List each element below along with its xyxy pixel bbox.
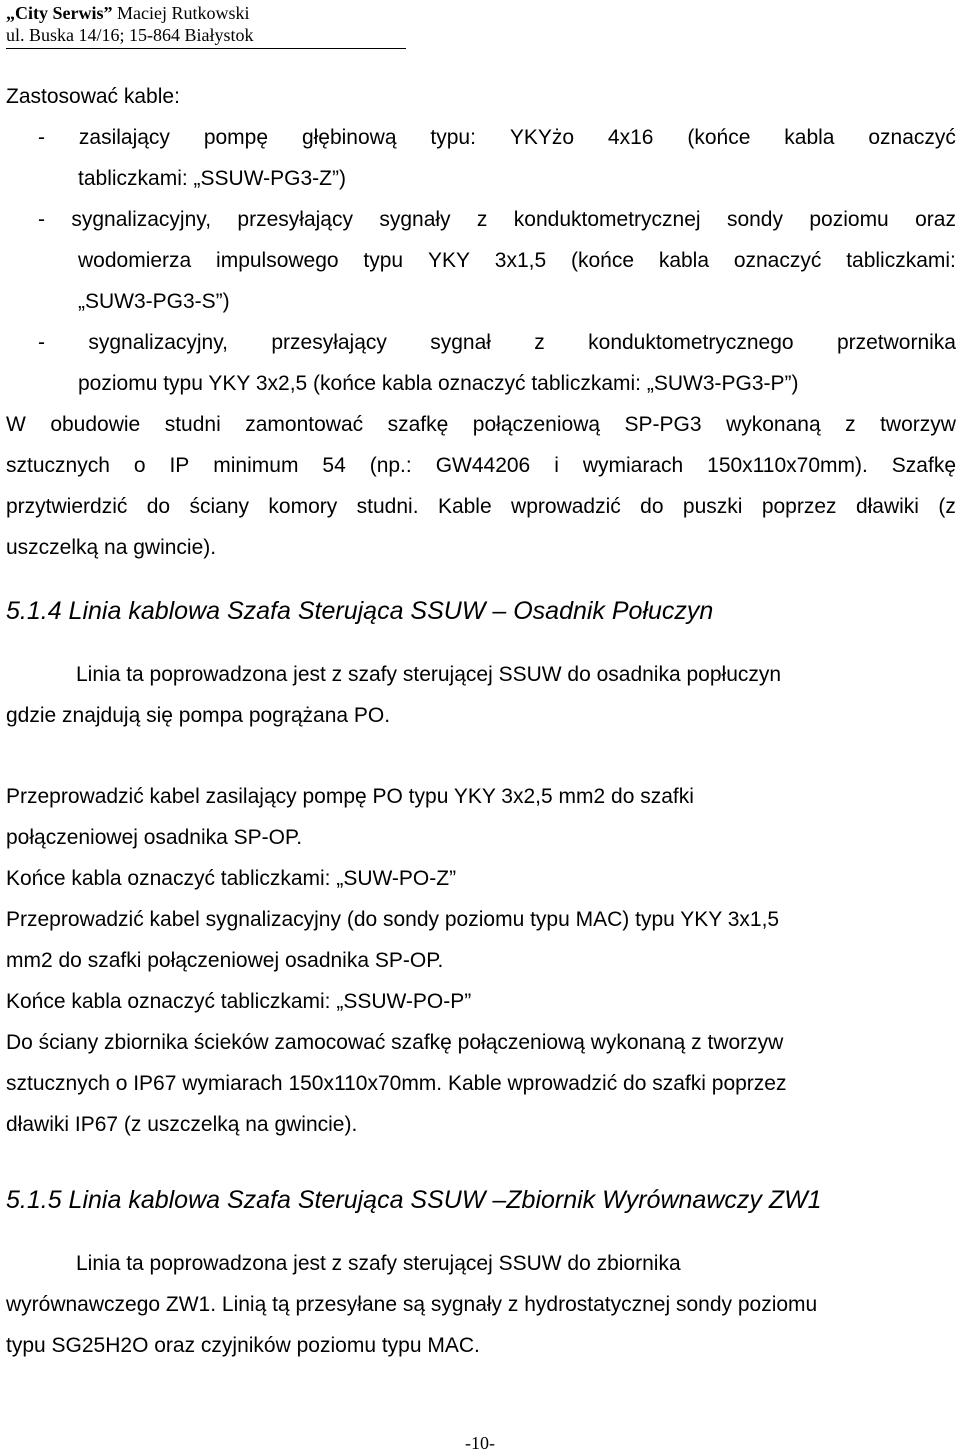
word: sygnalizacyjny,: [71, 208, 212, 231]
word: oznaczyć: [733, 249, 822, 272]
osadnik-body-line-7: Do ściany zbiornika ścieków zamocować szafkę połączeniową wykonaną z tworzyw: [6, 1031, 784, 1054]
company-address: ul. Buska 14/16; 15-864 Białystok: [6, 25, 254, 45]
osadnik-intro-line-1: Linia ta poprowadzona jest z szafy sterującej SSUW do osadnika popłuczyn: [76, 663, 782, 686]
word: przytwierdzić: [6, 495, 128, 518]
word: oraz: [915, 208, 956, 231]
word: studni.: [356, 495, 419, 518]
word: -: [38, 126, 45, 149]
word: komory: [268, 495, 338, 518]
word: 3x1,5: [494, 249, 547, 272]
word: kabla: [658, 249, 710, 272]
word: poziomu: [809, 208, 889, 231]
cable-item-2-line-3: „SUW3-PG3-S”): [78, 290, 230, 313]
company-line: [6, 2, 406, 24]
cable-item-3-line-2: poziomu typu YKY 3x2,5 (końce kabla oznaczyć tabliczkami: „SUW3-PG3-P”): [78, 372, 799, 395]
company-brand: „City Serwis”: [6, 3, 113, 23]
studnia-paragraph-line-2: [6, 445, 956, 486]
word: 150x110x70mm).: [707, 454, 868, 477]
cable-item-2-line-2: [6, 240, 956, 281]
word: 4x16: [607, 126, 654, 149]
word: obudowie: [50, 413, 141, 436]
zbiornik-intro-line-3: typu SG25H2O oraz czyjników poziomu typu MAC.: [6, 1334, 480, 1357]
word: poprzez: [761, 495, 837, 518]
word: przetwornika: [836, 331, 956, 354]
word: YKY: [427, 249, 470, 272]
word: kabla: [784, 126, 835, 149]
word: sygnały: [379, 208, 451, 231]
word: -: [38, 208, 45, 231]
osadnik-body-line-6: Końce kabla oznaczyć tabliczkami: „SSUW-PO-P”: [6, 990, 472, 1013]
word: typu: [363, 249, 404, 272]
osadnik-body-line-2: połączeniowej osadnika SP-OP.: [6, 826, 303, 849]
word: minimum: [213, 454, 299, 477]
cable-item-2-line-1: [6, 199, 956, 240]
word: połączeniową: [472, 413, 601, 436]
word: Szafkę: [891, 454, 956, 477]
word: (końce: [570, 249, 634, 272]
cables-intro: Zastosować kable:: [6, 85, 180, 108]
word: YKYżo: [509, 126, 575, 149]
studnia-paragraph-line-1: [6, 404, 956, 445]
osadnik-body-line-9: dławiki IP67 (z uszczelką na gwincie).: [6, 1113, 358, 1136]
section-heading-5-1-5: 5.1.5 Linia kablowa Szafa Sterująca SSUW –Zbiornik Wyrównawczy ZW1: [6, 1186, 822, 1214]
word: z: [845, 413, 856, 436]
word: impulsowego: [216, 249, 339, 272]
osadnik-body-line-8: sztucznych o IP67 wymiarach 150x110x70mm. Kable wprowadzić do szafki poprzez: [6, 1072, 787, 1095]
word: pompę: [203, 126, 269, 149]
word: -: [38, 331, 45, 354]
word: wodomierza: [78, 249, 192, 272]
cable-item-1-line-1: [6, 117, 956, 158]
word: przesyłający: [237, 208, 353, 231]
osadnik-body-line-4: Przeprowadzić kabel sygnalizacyjny (do sondy poziomu typu MAC) typu YKY 3x1,5: [6, 908, 780, 931]
word: Kable: [437, 495, 492, 518]
cable-item-1-line-2: tabliczkami: „SSUW-PG3-Z”): [78, 167, 346, 190]
osadnik-body-line-5: mm2 do szafki połączeniowej osadnika SP-OP.: [6, 949, 444, 972]
word: oznaczyć: [868, 126, 956, 149]
word: z: [476, 208, 488, 231]
word: 54: [322, 454, 346, 477]
word: tworzyw: [880, 413, 956, 436]
word: i: [554, 454, 559, 477]
word: (np.:: [369, 454, 412, 477]
word: SP-PG3: [624, 413, 702, 436]
word: zamontować: [245, 413, 364, 436]
word: głębinową: [301, 126, 397, 149]
word: W: [6, 413, 26, 436]
section-heading-5-1-4: 5.1.4 Linia kablowa Szafa Sterująca SSUW – Osadnik Połuczyn: [6, 597, 714, 625]
word: (końce: [687, 126, 751, 149]
word: przesyłający: [271, 331, 387, 354]
word: sygnalizacyjny,: [88, 331, 229, 354]
page-header: [6, 2, 406, 49]
word: (z: [938, 495, 956, 518]
osadnik-intro-line-2: gdzie znajdują się pompa pogrążana PO.: [6, 704, 391, 727]
word: typu:: [430, 126, 476, 149]
word: tabliczkami:: [846, 249, 956, 272]
studnia-paragraph-line-4: uszczelką na gwincie).: [6, 536, 217, 559]
zbiornik-intro-line-1: Linia ta poprowadzona jest z szafy sterującej SSUW do zbiornika: [76, 1252, 681, 1275]
word: sztucznych: [6, 454, 110, 477]
word: sygnał: [430, 331, 491, 354]
company-owner: Maciej Rutkowski: [117, 3, 250, 23]
word: szafkę: [387, 413, 449, 436]
word: do: [640, 495, 664, 518]
word: dławiki: [855, 495, 919, 518]
word: konduktometrycznej: [513, 208, 701, 231]
zbiornik-intro-line-2: wyrównawczego ZW1. Linią tą przesyłane są sygnały z hydrostatycznej sondy poziomu: [6, 1293, 818, 1316]
word: wymiarach: [582, 454, 684, 477]
word: konduktometrycznego: [588, 331, 794, 354]
studnia-paragraph-line-3: [6, 486, 956, 527]
osadnik-body-line-3: Końce kabla oznaczyć tabliczkami: „SUW-PO-Z”: [6, 867, 457, 890]
word: wprowadzić: [511, 495, 621, 518]
word: z: [534, 331, 545, 354]
word: zasilający: [78, 126, 170, 149]
word: IP: [169, 454, 190, 477]
document-body: [6, 76, 956, 1366]
word: ściany: [189, 495, 250, 518]
word: do: [146, 495, 171, 518]
page-number: -10-: [465, 1433, 495, 1453]
word: wykonaną: [726, 413, 821, 436]
osadnik-body-line-1: Przeprowadzić kabel zasilający pompę PO typu YKY 3x2,5 mm2 do szafki: [6, 785, 694, 808]
word: studni: [164, 413, 221, 436]
word: GW44206: [435, 454, 531, 477]
word: o: [133, 454, 146, 477]
word: puszki: [682, 495, 743, 518]
cable-item-3-line-1: [6, 322, 956, 363]
word: sondy: [726, 208, 783, 231]
